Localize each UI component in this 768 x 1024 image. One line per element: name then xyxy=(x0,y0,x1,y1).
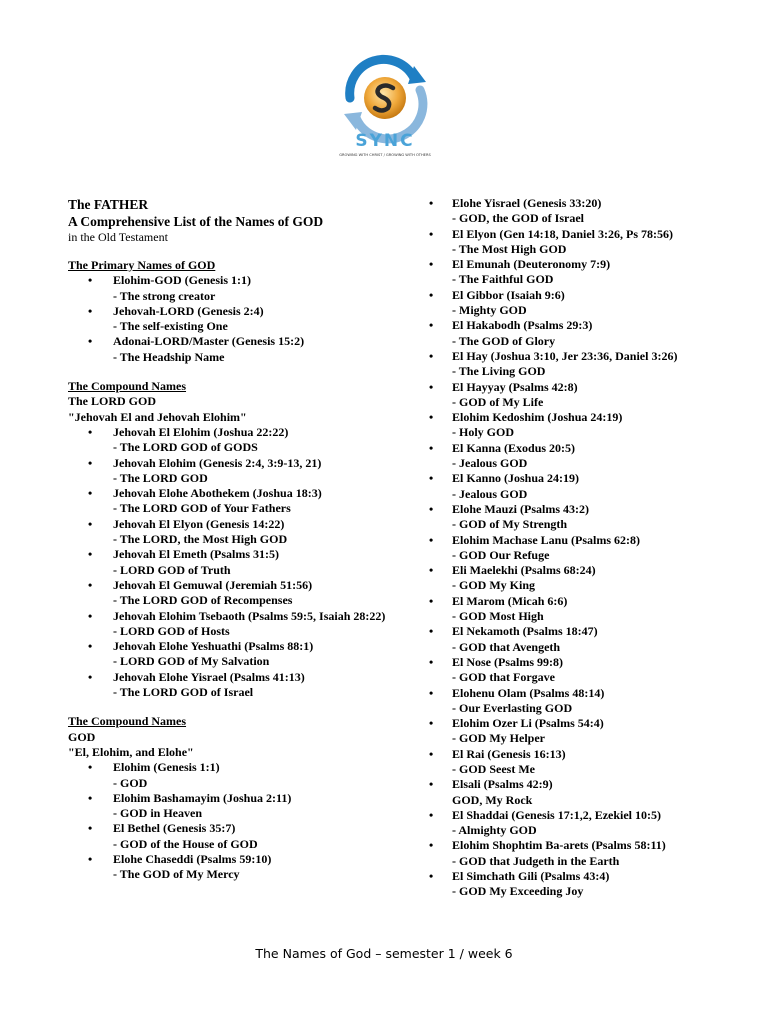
name-reference: • Elohim Bashamayim (Joshua 2:11) xyxy=(113,790,292,805)
name-reference: • El Bethel (Genesis 35:7) xyxy=(113,821,236,836)
name-list-item xyxy=(425,716,745,747)
name-reference: • Elohim-GOD (Genesis 1:1) xyxy=(113,273,251,288)
name-reference: • Jehovah El Emeth (Psalms 31:5) xyxy=(113,547,279,562)
name-list-item xyxy=(425,502,745,533)
name-reference: • Elohe Yisrael (Genesis 33:20) xyxy=(452,196,602,210)
name-reference: • El Kanna (Exodus 20:5) xyxy=(452,440,576,455)
name-reference: • El Kanno (Joshua 24:19) xyxy=(452,471,580,486)
name-list-item xyxy=(425,288,745,319)
name-list-item xyxy=(425,196,745,227)
section-subheading: "Jehovah El and Jehovah Elohim" xyxy=(68,409,247,424)
name-meaning: - The LORD GOD of Your Fathers xyxy=(113,501,291,516)
name-meaning: - LORD GOD of Hosts xyxy=(113,623,230,638)
name-list-item xyxy=(68,609,388,640)
name-reference: • El Marom (Micah 6:6) xyxy=(452,593,568,608)
names-list xyxy=(68,273,388,365)
section-heading: The Compound Names xyxy=(68,379,187,394)
sections-container xyxy=(68,258,388,883)
name-list-item xyxy=(425,380,745,411)
name-meaning: - GOD of My Strength xyxy=(452,517,568,532)
name-meaning: - GOD that Forgave xyxy=(452,670,555,685)
name-list-item xyxy=(425,747,745,778)
names-section xyxy=(68,714,388,882)
name-list-item xyxy=(68,639,388,670)
name-meaning: - The Living GOD xyxy=(452,364,546,379)
name-meaning: - GOD My King xyxy=(452,578,535,593)
name-reference: • Adonai-LORD/Master (Genesis 15:2) xyxy=(113,334,305,349)
name-meaning: - The LORD GOD xyxy=(113,470,208,485)
name-meaning: - GOD My Exceeding Joy xyxy=(452,884,584,899)
name-reference: • Jehovah Elohim Tsebaoth (Psalms 59:5, Isaiah 28:22) xyxy=(113,608,386,623)
name-meaning: - The Headship Name xyxy=(113,349,225,364)
name-meaning: - GOD xyxy=(113,775,148,790)
name-meaning: - The GOD of Glory xyxy=(452,333,556,348)
name-meaning: - GOD My Helper xyxy=(452,731,545,746)
name-meaning: - Jealous GOD xyxy=(452,456,528,471)
name-reference: • Eli Maelekhi (Psalms 68:24) xyxy=(452,563,596,578)
name-reference: • Elohim Shophtim Ba-arets (Psalms 58:11) xyxy=(452,838,666,853)
name-list-item xyxy=(425,257,745,288)
name-list-item xyxy=(68,578,388,609)
name-reference: • Jehovah Elohim (Genesis 2:4, 3:9-13, 21) xyxy=(113,455,322,470)
name-reference: • El Rai (Genesis 16:13) xyxy=(452,746,566,761)
name-list-item xyxy=(68,273,388,304)
name-meaning: - The LORD, the Most High GOD xyxy=(113,532,288,547)
name-list-item xyxy=(68,304,388,335)
name-reference: • Elohim Machase Lanu (Psalms 62:8) xyxy=(452,532,641,547)
name-reference: • Elohim Ozer Li (Psalms 54:4) xyxy=(452,716,604,731)
title-names-list: A Comprehensive List of the Names of GOD xyxy=(68,214,324,229)
name-list-item xyxy=(425,471,745,502)
name-reference: • El Nekamoth (Psalms 18:47) xyxy=(452,624,598,639)
name-reference: • El Hay (Joshua 3:10, Jer 23:36, Daniel 3:26) xyxy=(452,348,678,363)
name-reference: • Jehovah Elohe Abothekem (Joshua 18:3) xyxy=(113,486,322,501)
name-list-item xyxy=(425,349,745,380)
page-footer: The Names of God – semester 1 / week 6 xyxy=(255,946,513,961)
svg-text:GROWING WITH CHRIST / GROWING: GROWING WITH CHRIST / GROWING WITH OTHERS xyxy=(339,153,431,157)
name-list-item xyxy=(68,821,388,852)
name-list-item xyxy=(425,227,745,258)
name-meaning: - Jealous GOD xyxy=(452,486,528,501)
name-reference: • Jehovah El Gemuwal (Jeremiah 51:56) xyxy=(113,577,313,592)
name-meaning: - GOD of the House of GOD xyxy=(113,836,258,851)
name-list-item xyxy=(68,456,388,487)
name-meaning: - GOD Seest Me xyxy=(452,761,535,776)
name-list-item xyxy=(425,594,745,625)
name-meaning: - LORD GOD of My Salvation xyxy=(113,654,270,669)
section-subheading: GOD xyxy=(68,729,96,744)
name-list-item xyxy=(425,624,745,655)
right-column xyxy=(425,196,745,900)
name-reference: • Elsali (Psalms 42:9) xyxy=(452,777,553,792)
document-title xyxy=(68,196,388,245)
name-list-item xyxy=(68,547,388,578)
name-meaning: GOD, My Rock xyxy=(452,792,533,807)
name-reference: • Elohenu Olam (Psalms 48:14) xyxy=(452,685,605,700)
name-reference: • El Simchath Gili (Psalms 43:4) xyxy=(452,869,610,884)
name-reference: • Jehovah-LORD (Genesis 2:4) xyxy=(113,303,264,318)
name-list-item xyxy=(425,777,745,808)
name-meaning: - Our Everlasting GOD xyxy=(452,700,573,715)
section-subheading: The LORD GOD xyxy=(68,394,157,409)
name-reference: • El Nose (Psalms 99:8) xyxy=(452,654,563,669)
name-list-item xyxy=(425,686,745,717)
section-subheading: "El, Elohim, and Elohe" xyxy=(68,744,194,759)
name-meaning: - The self-existing One xyxy=(113,319,228,334)
sync-logo-icon xyxy=(330,48,440,160)
name-meaning: - Holy GOD xyxy=(452,425,514,440)
section-heading: The Primary Names of GOD xyxy=(68,258,216,272)
name-meaning: - The Faithful GOD xyxy=(452,272,554,287)
name-reference: • El Gibbor (Isaiah 9:6) xyxy=(452,287,565,302)
name-list-item xyxy=(68,486,388,517)
name-reference: • Elohim Kedoshim (Joshua 24:19) xyxy=(452,410,623,425)
name-list-item xyxy=(68,852,388,883)
name-list-item xyxy=(425,808,745,839)
title-father: The FATHER xyxy=(68,197,149,212)
name-meaning: - The strong creator xyxy=(113,288,216,303)
names-section xyxy=(68,379,388,700)
name-list-item xyxy=(68,791,388,822)
names-list xyxy=(68,425,388,700)
names-section xyxy=(68,258,388,365)
name-list-item xyxy=(68,760,388,791)
name-reference: • Jehovah El Elyon (Genesis 14:22) xyxy=(113,516,285,531)
name-meaning: - The GOD of My Mercy xyxy=(113,867,240,882)
name-meaning: - The LORD GOD of GODS xyxy=(113,440,258,455)
name-list-item xyxy=(68,425,388,456)
name-meaning: - GOD Most High xyxy=(452,609,544,624)
name-reference: • Elohe Chaseddi (Psalms 59:10) xyxy=(113,851,272,866)
section-heading: The Compound Names xyxy=(68,714,187,729)
name-meaning: - The Most High GOD xyxy=(452,241,567,256)
left-column xyxy=(68,196,388,897)
name-meaning: - GOD of My Life xyxy=(452,394,544,409)
name-meaning: - GOD Our Refuge xyxy=(452,547,550,562)
name-list-item xyxy=(425,533,745,564)
names-list xyxy=(68,760,388,882)
name-list-item xyxy=(425,318,745,349)
svg-text:SYNC: SYNC xyxy=(355,131,415,151)
name-reference: • El Hakabodh (Psalms 29:3) xyxy=(452,318,593,333)
right-names-list xyxy=(425,196,745,900)
name-list-item xyxy=(425,410,745,441)
name-reference: • El Emunah (Deuteronomy 7:9) xyxy=(452,257,611,272)
name-list-item xyxy=(425,563,745,594)
name-reference: • Jehovah Elohe Yeshuathi (Psalms 88:1) xyxy=(113,639,314,654)
name-reference: • El Shaddai (Genesis 17:1,2, Ezekiel 10:5) xyxy=(452,807,662,822)
name-meaning: - Almighty GOD xyxy=(452,823,537,838)
name-meaning: - GOD in Heaven xyxy=(113,806,202,821)
name-list-item xyxy=(68,517,388,548)
sync-logo xyxy=(330,48,440,160)
name-reference: • El Hayyay (Psalms 42:8) xyxy=(452,379,578,394)
name-meaning: - GOD, the GOD of Israel xyxy=(452,211,584,226)
name-list-item xyxy=(68,334,388,365)
name-meaning: - Mighty GOD xyxy=(452,303,527,318)
name-meaning: - LORD GOD of Truth xyxy=(113,562,231,577)
name-reference: • Jehovah Elohe Yisrael (Psalms 41:13) xyxy=(113,669,305,684)
name-meaning: - The LORD GOD of Israel xyxy=(113,685,254,700)
name-reference: • Jehovah El Elohim (Joshua 22:22) xyxy=(113,424,289,439)
name-list-item xyxy=(425,441,745,472)
name-list-item xyxy=(425,655,745,686)
name-meaning: - The LORD GOD of Recompenses xyxy=(113,593,293,608)
name-reference: • Elohe Mauzi (Psalms 43:2) xyxy=(452,501,589,516)
name-meaning: - GOD that Avengeth xyxy=(452,639,561,654)
name-meaning: - GOD that Judgeth in the Earth xyxy=(452,853,620,868)
name-list-item xyxy=(425,838,745,869)
name-reference: • Elohim (Genesis 1:1) xyxy=(113,760,220,775)
name-reference: • El Elyon (Gen 14:18, Daniel 3:26, Ps 78:56) xyxy=(452,226,673,241)
name-list-item xyxy=(425,869,745,900)
name-list-item xyxy=(68,670,388,701)
subtitle: in the Old Testament xyxy=(68,230,168,244)
